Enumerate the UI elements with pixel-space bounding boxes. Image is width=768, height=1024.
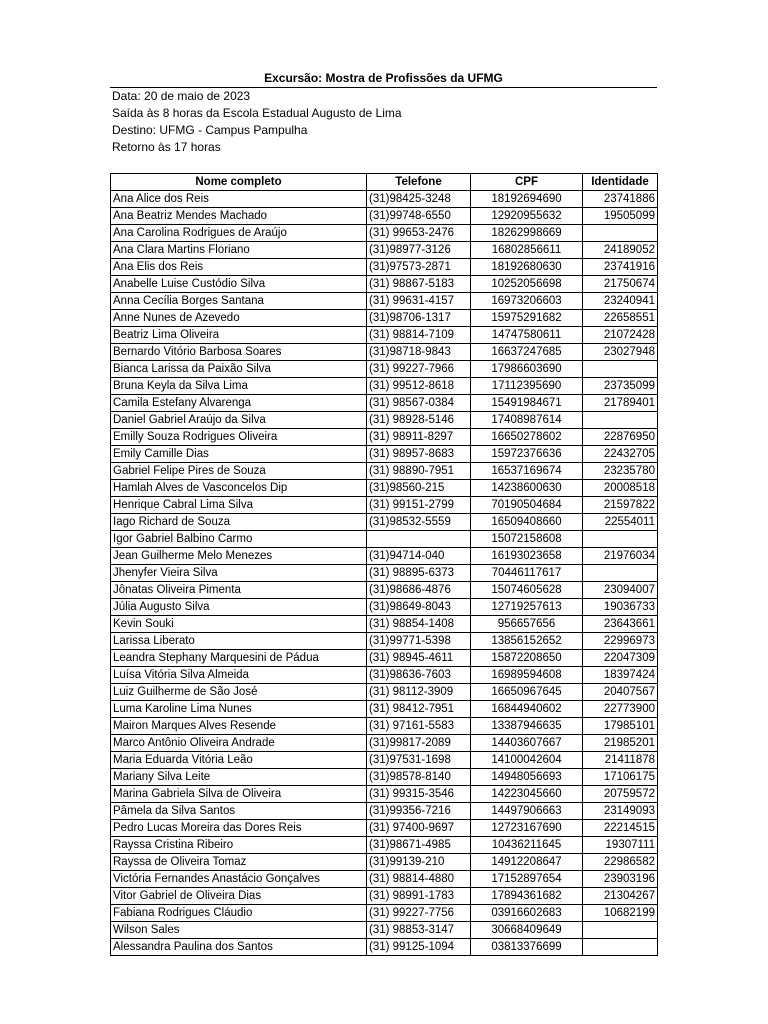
table-row [111, 208, 658, 225]
table-row [111, 599, 658, 616]
cell-nome: Iago Richard de Souza [111, 514, 367, 531]
cell-identidade: 22214515 [583, 820, 658, 837]
cell-nome: Rayssa Cristina Ribeiro [111, 837, 367, 854]
cell-identidade: 23643661 [583, 616, 658, 633]
cell-identidade: 20759572 [583, 786, 658, 803]
cell-identidade: 21789401 [583, 395, 658, 412]
table-row [111, 871, 658, 888]
cell-telefone: (31) 98814-4880 [367, 871, 471, 888]
cell-identidade: 19307111 [583, 837, 658, 854]
cell-nome: Larissa Liberato [111, 633, 367, 650]
cell-cpf: 18192680630 [471, 259, 583, 276]
table-row [111, 361, 658, 378]
cell-telefone: (31) 98567-0384 [367, 395, 471, 412]
cell-cpf: 14100042604 [471, 752, 583, 769]
cell-telefone: (31) 97400-9697 [367, 820, 471, 837]
table-header-row [111, 174, 658, 191]
table-row [111, 514, 658, 531]
cell-telefone: (31) 99227-7756 [367, 905, 471, 922]
cell-cpf: 15972376636 [471, 446, 583, 463]
cell-telefone: (31) 99315-3546 [367, 786, 471, 803]
cell-identidade: 17985101 [583, 718, 658, 735]
cell-cpf: 18262998669 [471, 225, 583, 242]
cell-identidade: 17106175 [583, 769, 658, 786]
cell-identidade: 20407567 [583, 684, 658, 701]
header-telefone: Telefone [367, 174, 471, 191]
cell-cpf: 14948056693 [471, 769, 583, 786]
cell-telefone: (31) 98957-8683 [367, 446, 471, 463]
cell-telefone: (31)98718-9843 [367, 344, 471, 361]
cell-identidade: 23240941 [583, 293, 658, 310]
cell-cpf: 16650278602 [471, 429, 583, 446]
trip-info [112, 88, 402, 156]
cell-nome: Júlia Augusto Silva [111, 599, 367, 616]
cell-telefone: (31)98706-1317 [367, 310, 471, 327]
cell-nome: Luiz Guilherme de São José [111, 684, 367, 701]
cell-nome: Jônatas Oliveira Pimenta [111, 582, 367, 599]
cell-nome: Ana Elis dos Reis [111, 259, 367, 276]
cell-telefone: (31) 98928-5146 [367, 412, 471, 429]
cell-cpf: 15072158608 [471, 531, 583, 548]
cell-cpf: 12920955632 [471, 208, 583, 225]
table-row [111, 650, 658, 667]
cell-telefone: (31) 99631-4157 [367, 293, 471, 310]
cell-identidade: 21411878 [583, 752, 658, 769]
cell-nome: Gabriel Felipe Pires de Souza [111, 463, 367, 480]
cell-cpf: 30668409649 [471, 922, 583, 939]
table-row [111, 191, 658, 208]
cell-identidade: 22047309 [583, 650, 658, 667]
cell-identidade: 18397424 [583, 667, 658, 684]
cell-cpf: 17894361682 [471, 888, 583, 905]
header-nome: Nome completo [111, 174, 367, 191]
cell-cpf: 10252056698 [471, 276, 583, 293]
header-identidade: Identidade [583, 174, 658, 191]
cell-telefone: (31)98671-4985 [367, 837, 471, 854]
info-return: Retorno às 17 horas [112, 140, 221, 154]
table-row [111, 735, 658, 752]
cell-cpf: 12723167690 [471, 820, 583, 837]
cell-identidade: 21976034 [583, 548, 658, 565]
cell-nome: Bruna Keyla da Silva Lima [111, 378, 367, 395]
cell-nome: Daniel Gabriel Araújo da Silva [111, 412, 367, 429]
cell-cpf: 03813376699 [471, 939, 583, 956]
cell-nome: Kevin Souki [111, 616, 367, 633]
cell-identidade: 23094007 [583, 582, 658, 599]
cell-telefone: (31)94714-040 [367, 548, 471, 565]
cell-cpf: 70446117617 [471, 565, 583, 582]
cell-cpf: 14912208647 [471, 854, 583, 871]
cell-identidade: 23235780 [583, 463, 658, 480]
table-body [111, 191, 658, 956]
cell-identidade [583, 939, 658, 956]
table-row [111, 276, 658, 293]
header-cpf: CPF [471, 174, 583, 191]
cell-telefone: (31) 97161-5583 [367, 718, 471, 735]
cell-cpf: 70190504684 [471, 497, 583, 514]
table-row [111, 293, 658, 310]
cell-cpf: 16802856611 [471, 242, 583, 259]
table-row [111, 412, 658, 429]
cell-nome: Ana Beatriz Mendes Machado [111, 208, 367, 225]
cell-cpf: 14497906663 [471, 803, 583, 820]
cell-identidade: 10682199 [583, 905, 658, 922]
cell-telefone: (31) 98412-7951 [367, 701, 471, 718]
cell-nome: Pedro Lucas Moreira das Dores Reis [111, 820, 367, 837]
cell-nome: Emilly Souza Rodrigues Oliveira [111, 429, 367, 446]
info-departure: Saída às 8 horas da Escola Estadual Augusto de Lima [112, 106, 402, 120]
table-row [111, 259, 658, 276]
cell-identidade: 23741916 [583, 259, 658, 276]
cell-nome: Rayssa de Oliveira Tomaz [111, 854, 367, 871]
cell-telefone: (31) 98890-7951 [367, 463, 471, 480]
cell-cpf: 15872208650 [471, 650, 583, 667]
cell-telefone: (31) 98867-5183 [367, 276, 471, 293]
cell-cpf: 13387946635 [471, 718, 583, 735]
cell-nome: Camila Estefany Alvarenga [111, 395, 367, 412]
cell-identidade: 21985201 [583, 735, 658, 752]
cell-nome: Bianca Larissa da Paixão Silva [111, 361, 367, 378]
cell-nome: Bernardo Vitório Barbosa Soares [111, 344, 367, 361]
cell-nome: Mairon Marques Alves Resende [111, 718, 367, 735]
cell-telefone: (31) 98945-4611 [367, 650, 471, 667]
cell-nome: Ana Carolina Rodrigues de Araújo [111, 225, 367, 242]
cell-nome: Fabiana Rodrigues Cláudio [111, 905, 367, 922]
cell-cpf: 14403607667 [471, 735, 583, 752]
cell-cpf: 12719257613 [471, 599, 583, 616]
table-row [111, 225, 658, 242]
cell-nome: Mariany Silva Leite [111, 769, 367, 786]
cell-cpf: 17986603690 [471, 361, 583, 378]
cell-telefone [367, 531, 471, 548]
cell-telefone: (31) 98854-1408 [367, 616, 471, 633]
cell-telefone: (31) 98895-6373 [367, 565, 471, 582]
cell-telefone: (31) 98991-1783 [367, 888, 471, 905]
cell-nome: Ana Alice dos Reis [111, 191, 367, 208]
cell-cpf: 16844940602 [471, 701, 583, 718]
cell-cpf: 956657656 [471, 616, 583, 633]
cell-nome: Anna Cecília Borges Santana [111, 293, 367, 310]
table-row [111, 616, 658, 633]
cell-identidade: 21750674 [583, 276, 658, 293]
cell-nome: Anne Nunes de Azevedo [111, 310, 367, 327]
cell-identidade: 21304267 [583, 888, 658, 905]
table-row [111, 463, 658, 480]
cell-cpf: 17152897654 [471, 871, 583, 888]
cell-cpf: 18192694690 [471, 191, 583, 208]
cell-identidade: 23903196 [583, 871, 658, 888]
table-row [111, 752, 658, 769]
cell-cpf: 14223045660 [471, 786, 583, 803]
table-row [111, 242, 658, 259]
table-row [111, 310, 658, 327]
cell-nome: Hamlah Alves de Vasconcelos Dip [111, 480, 367, 497]
cell-telefone: (31) 98112-3909 [367, 684, 471, 701]
table-row [111, 667, 658, 684]
cell-telefone: (31) 98911-8297 [367, 429, 471, 446]
cell-identidade: 23741886 [583, 191, 658, 208]
cell-nome: Wilson Sales [111, 922, 367, 939]
cell-nome: Igor Gabriel Balbino Carmo [111, 531, 367, 548]
cell-telefone: (31) 99512-8618 [367, 378, 471, 395]
cell-telefone: (31)99139-210 [367, 854, 471, 871]
cell-telefone: (31)99817-2089 [367, 735, 471, 752]
table-row [111, 854, 658, 871]
cell-identidade: 20008518 [583, 480, 658, 497]
cell-nome: Jean Guilherme Melo Menezes [111, 548, 367, 565]
cell-nome: Vitor Gabriel de Oliveira Dias [111, 888, 367, 905]
table-row [111, 327, 658, 344]
cell-telefone: (31)99748-6550 [367, 208, 471, 225]
cell-cpf: 15074605628 [471, 582, 583, 599]
cell-telefone: (31)99771-5398 [367, 633, 471, 650]
cell-nome: Pâmela da Silva Santos [111, 803, 367, 820]
cell-nome: Victória Fernandes Anastácio Gonçalves [111, 871, 367, 888]
table-row [111, 905, 658, 922]
cell-identidade [583, 412, 658, 429]
cell-telefone: (31)98532-5559 [367, 514, 471, 531]
cell-telefone: (31)97531-1698 [367, 752, 471, 769]
info-destination: Destino: UFMG - Campus Pampulha [112, 123, 308, 137]
cell-cpf: 16193023658 [471, 548, 583, 565]
cell-identidade: 22876950 [583, 429, 658, 446]
cell-cpf: 14238600630 [471, 480, 583, 497]
cell-nome: Alessandra Paulina dos Santos [111, 939, 367, 956]
table-row [111, 803, 658, 820]
page-title: Excursão: Mostra de Profissões da UFMG [264, 71, 503, 85]
table-row [111, 548, 658, 565]
cell-telefone: (31)98560-215 [367, 480, 471, 497]
cell-telefone: (31) 99227-7966 [367, 361, 471, 378]
cell-cpf: 03916602683 [471, 905, 583, 922]
table-row [111, 684, 658, 701]
cell-identidade: 22658551 [583, 310, 658, 327]
table-row [111, 565, 658, 582]
cell-nome: Ana Clara Martins Floriano [111, 242, 367, 259]
cell-cpf: 14747580611 [471, 327, 583, 344]
cell-telefone: (31) 98853-3147 [367, 922, 471, 939]
participants-table [110, 173, 658, 956]
cell-telefone: (31) 99151-2799 [367, 497, 471, 514]
cell-cpf: 16537169674 [471, 463, 583, 480]
table-row [111, 446, 658, 463]
table-row [111, 497, 658, 514]
cell-telefone: (31) 98814-7109 [367, 327, 471, 344]
cell-telefone: (31)98977-3126 [367, 242, 471, 259]
cell-telefone: (31)97573-2871 [367, 259, 471, 276]
cell-cpf: 13856152652 [471, 633, 583, 650]
cell-cpf: 17408987614 [471, 412, 583, 429]
table-row [111, 701, 658, 718]
cell-identidade: 22773900 [583, 701, 658, 718]
table-row [111, 378, 658, 395]
cell-identidade: 22432705 [583, 446, 658, 463]
cell-cpf: 16989594608 [471, 667, 583, 684]
cell-telefone: (31)98425-3248 [367, 191, 471, 208]
cell-cpf: 17112395690 [471, 378, 583, 395]
cell-cpf: 15491984671 [471, 395, 583, 412]
cell-identidade [583, 565, 658, 582]
cell-nome: Henrique Cabral Lima Silva [111, 497, 367, 514]
table-row [111, 344, 658, 361]
cell-identidade [583, 531, 658, 548]
cell-identidade: 24189052 [583, 242, 658, 259]
cell-cpf: 16637247685 [471, 344, 583, 361]
cell-cpf: 16509408660 [471, 514, 583, 531]
cell-nome: Luísa Vitória Silva Almeida [111, 667, 367, 684]
table-row [111, 582, 658, 599]
cell-identidade: 23735099 [583, 378, 658, 395]
table-row [111, 480, 658, 497]
table-row [111, 922, 658, 939]
cell-telefone: (31) 99653-2476 [367, 225, 471, 242]
table-row [111, 531, 658, 548]
cell-telefone: (31)98686-4876 [367, 582, 471, 599]
table-row [111, 888, 658, 905]
cell-nome: Marina Gabriela Silva de Oliveira [111, 786, 367, 803]
cell-telefone: (31)99356-7216 [367, 803, 471, 820]
cell-telefone: (31)98578-8140 [367, 769, 471, 786]
table-row [111, 718, 658, 735]
cell-identidade: 19505099 [583, 208, 658, 225]
table-row [111, 837, 658, 854]
cell-identidade: 22986582 [583, 854, 658, 871]
cell-identidade: 22554011 [583, 514, 658, 531]
table-row [111, 429, 658, 446]
cell-telefone: (31)98649-8043 [367, 599, 471, 616]
cell-cpf: 15975291682 [471, 310, 583, 327]
table-row [111, 786, 658, 803]
cell-identidade: 23027948 [583, 344, 658, 361]
cell-telefone: (31) 99125-1094 [367, 939, 471, 956]
cell-cpf: 10436211645 [471, 837, 583, 854]
cell-nome: Marco Antônio Oliveira Andrade [111, 735, 367, 752]
cell-identidade: 21597822 [583, 497, 658, 514]
cell-nome: Anabelle Luise Custódio Silva [111, 276, 367, 293]
table-row [111, 820, 658, 837]
table-row [111, 633, 658, 650]
cell-nome: Maria Eduarda Vitória Leão [111, 752, 367, 769]
table-row [111, 769, 658, 786]
cell-nome: Emily Camille Dias [111, 446, 367, 463]
cell-cpf: 16973206603 [471, 293, 583, 310]
cell-nome: Leandra Stephany Marquesini de Pádua [111, 650, 367, 667]
info-date: Data: 20 de maio de 2023 [112, 89, 251, 103]
cell-identidade: 22996973 [583, 633, 658, 650]
table-row [111, 939, 658, 956]
cell-nome: Luma Karoline Lima Nunes [111, 701, 367, 718]
cell-identidade: 23149093 [583, 803, 658, 820]
cell-identidade: 21072428 [583, 327, 658, 344]
cell-nome: Beatriz Lima Oliveira [111, 327, 367, 344]
cell-nome: Jhenyfer Vieira Silva [111, 565, 367, 582]
cell-identidade [583, 225, 658, 242]
cell-identidade [583, 361, 658, 378]
cell-identidade [583, 922, 658, 939]
cell-identidade: 19036733 [583, 599, 658, 616]
cell-telefone: (31)98636-7603 [367, 667, 471, 684]
table-row [111, 395, 658, 412]
cell-cpf: 16650967645 [471, 684, 583, 701]
